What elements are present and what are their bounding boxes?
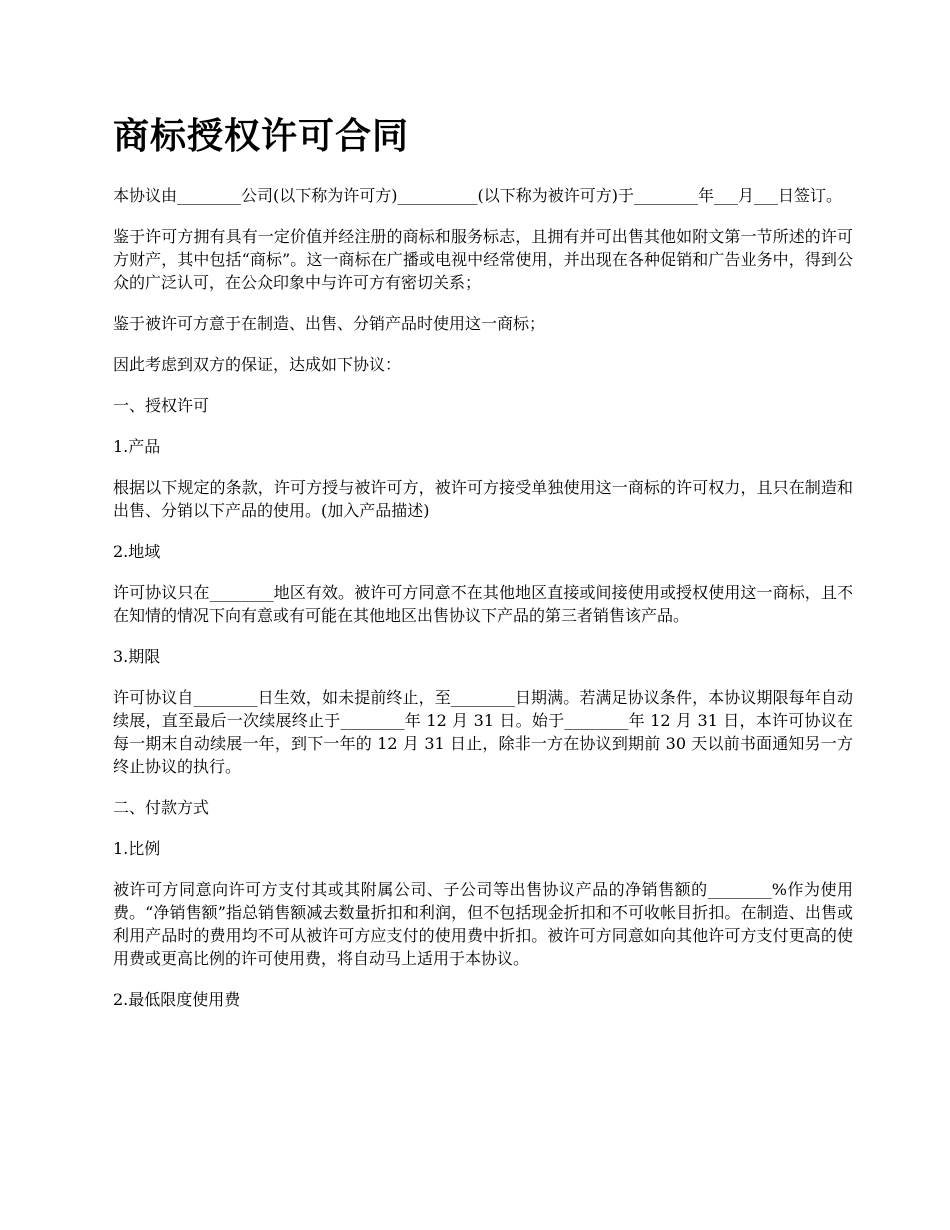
whereas-licensor-paragraph: 鉴于许可方拥有具有一定价值并经注册的商标和服务标志，且拥有并可出售其他如附文第一节所述的许可方财产，其中包括“商标”。这一商标在广播或电视中经常使用，并出现在各种促销和广告业务中，得到公众的广泛认可，在公众印象中与许可方有密切关系；: [113, 227, 853, 292]
section-heading-license: 一、授权许可: [113, 396, 210, 415]
intro-parties-paragraph: 本协议由________公司(以下称为许可方)__________(以下称为被许可方)于________年___月___日签订。: [113, 186, 842, 205]
term-paragraph: 许可协议自________日生效，如未提前终止，至________日期满。若满足协议条件，本协议期限每年自动续展，直至最后一次续展终止于________年 12 月 31 日。始于________年 12 月 31 日，本许可协议在每一期末自动续展一年，到下一年的 12 月 31 日止，除非一方在协议到期前 30 天以前书面通知另一方终止协议的执行。: [113, 688, 853, 776]
document-page: [113, 110, 853, 1029]
subsection-heading-product: 1.产品: [113, 437, 161, 456]
subsection-heading-rate: 1.比例: [113, 839, 161, 858]
rate-paragraph: 被许可方同意向许可方支付其或其附属公司、子公司等出售协议产品的净销售额的________%作为使用费。“净销售额”指总销售额减去数量折扣和利润，但不包括现金折扣和不可收帐目折扣。在制造、出售或利用产品时的费用均不可从被许可方应支付的使用费中折扣。被许可方同意如向其他许可方支付更高的使用费或更高比例的许可使用费，将自动马上适用于本协议。: [113, 880, 853, 968]
whereas-licensee-paragraph: 鉴于被许可方意于在制造、出售、分销产品时使用这一商标；: [113, 314, 546, 333]
agreement-intro-paragraph: 因此考虑到双方的保证，达成如下协议：: [113, 355, 402, 374]
subsection-heading-term: 3.期限: [113, 647, 161, 666]
section-heading-payment: 二、付款方式: [113, 798, 210, 817]
territory-paragraph: 许可协议只在________地区有效。被许可方同意不在其他地区直接或间接使用或授权使用这一商标，且不在知情的情况下向有意或有可能在其他地区出售协议下产品的第三者销售该产品。: [113, 583, 853, 625]
subsection-heading-territory: 2.地域: [113, 542, 161, 561]
subsection-heading-minimum-fee: 2.最低限度使用费: [113, 990, 241, 1009]
product-paragraph: 根据以下规定的条款，许可方授与被许可方，被许可方接受单独使用这一商标的许可权力，且只在制造和出售、分销以下产品的使用。(加入产品描述): [113, 478, 853, 520]
document-title: 商标授权许可合同: [113, 115, 410, 157]
